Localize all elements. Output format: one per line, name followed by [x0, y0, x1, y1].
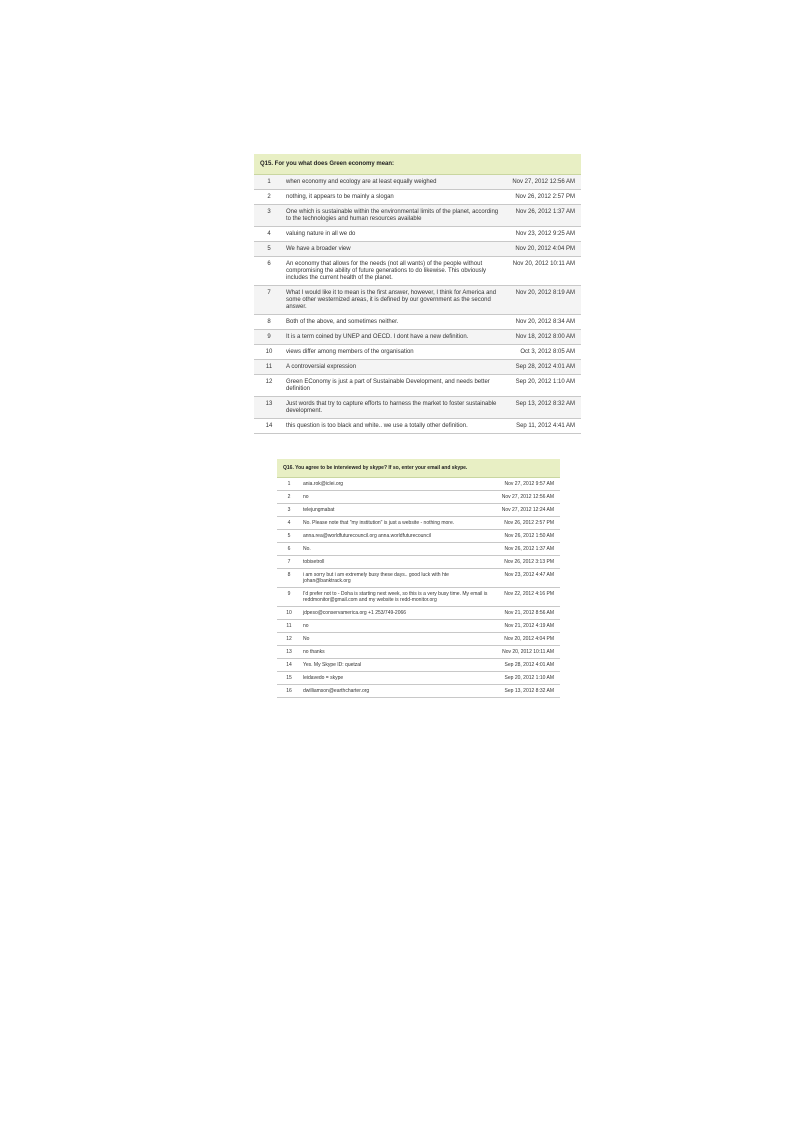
response-number: 5	[254, 242, 284, 257]
table-row	[277, 530, 560, 543]
response-date: Sep 13, 2012 8:32 AM	[506, 397, 581, 419]
response-date: Nov 27, 2012 12:56 AM	[496, 491, 560, 504]
table-row	[277, 588, 560, 607]
response-text: no	[301, 491, 496, 504]
response-text: no	[301, 620, 496, 633]
response-text: dwilliamson@earthcharter.org	[301, 685, 496, 698]
response-date: Sep 20, 2012 1:10 AM	[506, 375, 581, 397]
response-date: Nov 18, 2012 8:00 AM	[506, 330, 581, 345]
response-number: 7	[277, 556, 301, 569]
response-list	[254, 175, 581, 434]
response-date: Nov 26, 2012 3:13 PM	[496, 556, 560, 569]
response-number: 10	[254, 345, 284, 360]
response-date: Sep 28, 2012 4:01 AM	[506, 360, 581, 375]
response-number: 13	[277, 646, 301, 659]
response-number: 10	[277, 607, 301, 620]
table-row	[254, 397, 581, 419]
response-date: Sep 11, 2012 4:41 AM	[506, 419, 581, 434]
response-text: It is a term coined by UNEP and OECD. I dont have a new definition.	[284, 330, 506, 345]
response-text: this question is too black and white.. we use a totally other definition.	[284, 419, 506, 434]
response-text: ania.rok@iclei.org	[301, 478, 496, 491]
table-row	[277, 504, 560, 517]
response-text: valuing nature in all we do	[284, 227, 506, 242]
response-date: Nov 26, 2012 1:50 AM	[496, 530, 560, 543]
table-row	[254, 227, 581, 242]
response-text: Green EConomy is just a part of Sustainable Development, and needs better definition	[284, 375, 506, 397]
response-text: A controversial expression	[284, 360, 506, 375]
response-number: 8	[277, 569, 301, 588]
table-row	[277, 491, 560, 504]
response-number: 9	[277, 588, 301, 607]
response-number: 3	[254, 205, 284, 227]
response-date: Sep 13, 2012 8:32 AM	[496, 685, 560, 698]
response-number: 14	[254, 419, 284, 434]
response-number: 11	[277, 620, 301, 633]
response-date: Nov 20, 2012 8:34 AM	[506, 315, 581, 330]
table-row	[254, 175, 581, 190]
response-number: 6	[254, 257, 284, 286]
question-title: Q16. You agree to be interviewed by skype? If so, enter your email and skype.	[277, 459, 560, 478]
response-number: 16	[277, 685, 301, 698]
response-date: Nov 23, 2012 9:25 AM	[506, 227, 581, 242]
response-text: What I would like it to mean is the first answer, however, I think for America and some other westernized areas, it is defined by our government as the second answer.	[284, 286, 506, 315]
response-text: Yes. My Skype ID: quetzal	[301, 659, 496, 672]
table-row	[277, 517, 560, 530]
q16-response-table	[277, 459, 560, 698]
q15-response-table	[254, 154, 581, 434]
response-date: Nov 26, 2012 1:37 AM	[496, 543, 560, 556]
question-title: Q15. For you what does Green economy mean:	[254, 154, 581, 175]
response-list	[277, 478, 560, 698]
response-date: Nov 21, 2012 4:19 AM	[496, 620, 560, 633]
table-row	[277, 672, 560, 685]
response-number: 6	[277, 543, 301, 556]
table-row	[254, 205, 581, 227]
response-text: Both of the above, and sometimes neither.	[284, 315, 506, 330]
response-text: We have a broader view	[284, 242, 506, 257]
table-row	[254, 345, 581, 360]
response-number: 4	[254, 227, 284, 242]
response-date: Nov 23, 2012 4:47 AM	[496, 569, 560, 588]
response-number: 3	[277, 504, 301, 517]
response-number: 12	[254, 375, 284, 397]
response-text: No.	[301, 543, 496, 556]
response-date: Nov 26, 2012 1:37 AM	[506, 205, 581, 227]
response-date: Nov 27, 2012 9:57 AM	[496, 478, 560, 491]
table-row	[254, 330, 581, 345]
response-text: Just words that try to capture efforts to harness the market to foster sustainable development.	[284, 397, 506, 419]
response-text: telejungmabat	[301, 504, 496, 517]
table-row	[277, 478, 560, 491]
response-date: Sep 28, 2012 4:01 AM	[496, 659, 560, 672]
table-row	[277, 607, 560, 620]
table-row	[254, 190, 581, 205]
table-row	[277, 569, 560, 588]
response-date: Nov 26, 2012 2:57 PM	[506, 190, 581, 205]
response-number: 14	[277, 659, 301, 672]
response-text: I'd prefer not to - Doha is starting next week, so this is a very busy time. My email is reddmonitor@gmail.com and my website is redd-monitor.org	[301, 588, 496, 607]
table-row	[277, 659, 560, 672]
response-text: One which is sustainable within the environmental limits of the planet, according to the technologies and human resources available	[284, 205, 506, 227]
response-date: Nov 26, 2012 2:57 PM	[496, 517, 560, 530]
table-row	[254, 242, 581, 257]
table-row	[277, 646, 560, 659]
response-date: Nov 22, 2012 4:16 PM	[496, 588, 560, 607]
response-date: Nov 27, 2012 12:24 AM	[496, 504, 560, 517]
response-text: jdpeso@conservamerica.org +1 253/749-2066	[301, 607, 496, 620]
table-row	[277, 543, 560, 556]
response-number: 13	[254, 397, 284, 419]
response-text: leidavedo = skype	[301, 672, 496, 685]
response-date: Nov 27, 2012 12:56 AM	[506, 175, 581, 190]
response-text: i am sorry but i am extremely busy these days.. good luck with hte johan@banktrack.org	[301, 569, 496, 588]
response-text: nothing, it appears to be mainly a slogan	[284, 190, 506, 205]
question-header	[254, 154, 581, 175]
response-text: No	[301, 633, 496, 646]
response-number: 1	[277, 478, 301, 491]
table-row	[254, 286, 581, 315]
response-date: Nov 20, 2012 4:04 PM	[496, 633, 560, 646]
response-number: 15	[277, 672, 301, 685]
response-date: Nov 20, 2012 10:11 AM	[506, 257, 581, 286]
response-text: views differ among members of the organisation	[284, 345, 506, 360]
response-text: An economy that allows for the needs (not all wants) of the people without compromising the ability of future generations to do likewise. This obviously includes the current health of the planet.	[284, 257, 506, 286]
table-row	[254, 375, 581, 397]
question-header	[277, 459, 560, 478]
response-number: 1	[254, 175, 284, 190]
table-row	[254, 257, 581, 286]
response-number: 12	[277, 633, 301, 646]
response-date: Nov 20, 2012 8:19 AM	[506, 286, 581, 315]
response-text: tobisetroll	[301, 556, 496, 569]
response-date: Nov 20, 2012 4:04 PM	[506, 242, 581, 257]
response-text: No. Please note that "my institution" is just a website - nothing more.	[301, 517, 496, 530]
response-number: 7	[254, 286, 284, 315]
response-date: Oct 3, 2012 8:05 AM	[506, 345, 581, 360]
response-number: 9	[254, 330, 284, 345]
response-text: when economy and ecology are at least equally weighed	[284, 175, 506, 190]
table-row	[277, 620, 560, 633]
table-row	[277, 556, 560, 569]
table-row	[277, 685, 560, 698]
response-number: 11	[254, 360, 284, 375]
table-row	[254, 419, 581, 434]
response-date: Sep 20, 2012 1:10 AM	[496, 672, 560, 685]
response-number: 5	[277, 530, 301, 543]
table-row	[254, 315, 581, 330]
response-number: 8	[254, 315, 284, 330]
table-row	[277, 633, 560, 646]
response-date: Nov 21, 2012 8:56 AM	[496, 607, 560, 620]
response-number: 2	[277, 491, 301, 504]
response-text: anna.rea@worldfuturecouncil.org anna.worldfuturecouncil	[301, 530, 496, 543]
response-number: 2	[254, 190, 284, 205]
response-date: Nov 20, 2012 10:11 AM	[496, 646, 560, 659]
response-text: no thanks	[301, 646, 496, 659]
table-row	[254, 360, 581, 375]
response-number: 4	[277, 517, 301, 530]
